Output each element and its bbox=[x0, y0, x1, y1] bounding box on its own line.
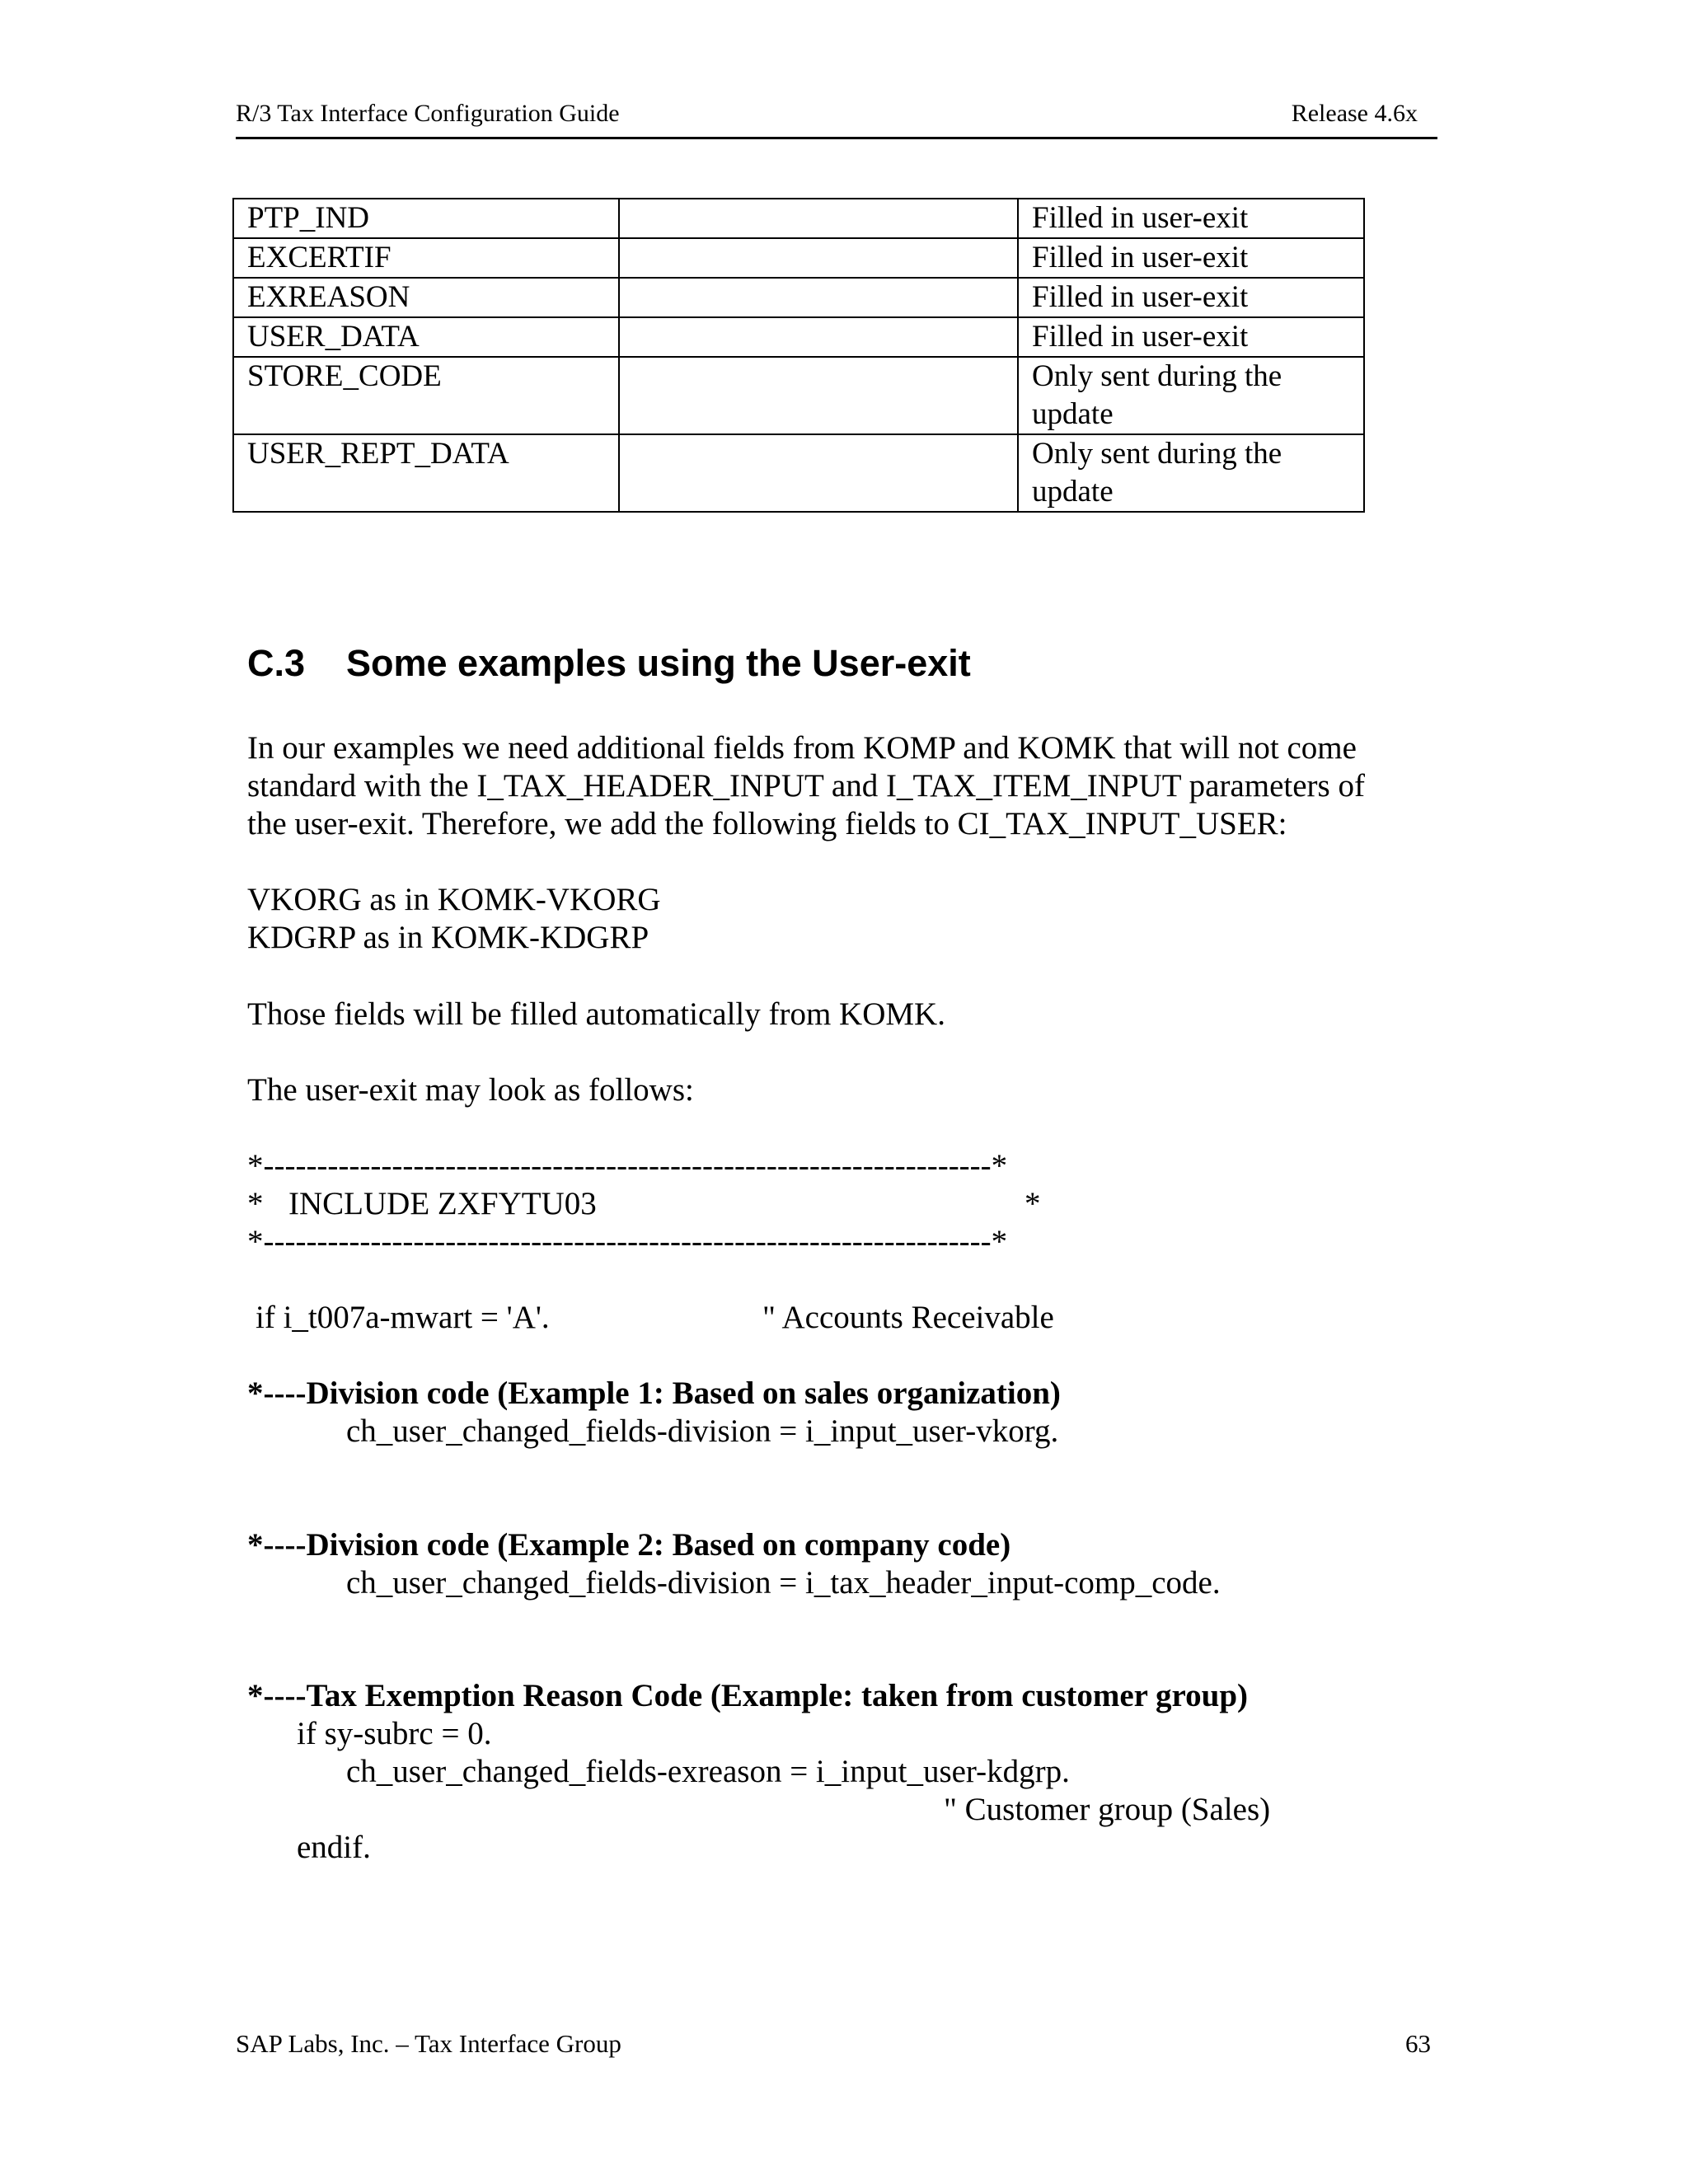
running-footer-company: SAP Labs, Inc. – Tax Interface Group bbox=[236, 2029, 621, 2058]
field-cell: STORE_CODE bbox=[233, 357, 619, 434]
value-cell bbox=[619, 238, 1018, 278]
table-row bbox=[233, 317, 1364, 357]
comment-cell: Only sent during the update bbox=[1018, 434, 1364, 512]
comment-cell: Filled in user-exit bbox=[1018, 199, 1364, 238]
running-header-release: Release 4.6x bbox=[1291, 100, 1418, 127]
code-comment-star: * bbox=[1025, 1186, 1041, 1221]
value-cell bbox=[619, 357, 1018, 434]
code-include-name: INCLUDE ZXFYTU03 bbox=[288, 1186, 597, 1221]
code-if-statement: if i_t007a-mwart = 'A'. bbox=[256, 1300, 550, 1335]
section-heading bbox=[247, 641, 971, 686]
code-inline-comment: " Customer group (Sales) bbox=[944, 1792, 1271, 1827]
section-title: Some examples using the User-exit bbox=[346, 642, 971, 684]
code-statement: ch_user_changed_fields-division = i_tax_header_input-comp_code. bbox=[346, 1565, 1221, 1601]
field-cell: PTP_IND bbox=[233, 199, 619, 238]
intro-line: the user-exit. Therefore, we add the following fields to CI_TAX_INPUT_USER: bbox=[247, 806, 1287, 841]
header-rule bbox=[236, 137, 1437, 139]
code-example-comment: *----Tax Exemption Reason Code (Example: taken from customer group) bbox=[247, 1678, 1249, 1713]
value-cell bbox=[619, 317, 1018, 357]
table-row bbox=[233, 357, 1364, 434]
field-cell: EXCERTIF bbox=[233, 238, 619, 278]
intro-line: standard with the I_TAX_HEADER_INPUT and I_TAX_ITEM_INPUT parameters of bbox=[247, 768, 1365, 804]
table-row bbox=[233, 434, 1364, 512]
comment-cell: Filled in user-exit bbox=[1018, 278, 1364, 317]
page-number: 63 bbox=[1405, 2029, 1431, 2058]
code-statement: ch_user_changed_fields-division = i_input_user-vkorg. bbox=[346, 1413, 1059, 1449]
code-example-comment: *----Division code (Example 1: Based on sales organization) bbox=[247, 1376, 1061, 1411]
field-definition: KDGRP as in KOMK-KDGRP bbox=[247, 920, 649, 955]
field-cell: USER_REPT_DATA bbox=[233, 434, 619, 512]
code-endif-statement: endif. bbox=[297, 1830, 371, 1865]
filled-note: Those fields will be filled automatically from KOMK. bbox=[247, 996, 945, 1032]
comment-cell: Only sent during the update bbox=[1018, 357, 1364, 434]
intro-line: In our examples we need additional fields from KOMP and KOMK that will not come bbox=[247, 730, 1357, 766]
comment-cell: Filled in user-exit bbox=[1018, 317, 1364, 357]
value-cell bbox=[619, 278, 1018, 317]
fields-table bbox=[232, 198, 1365, 513]
field-cell: USER_DATA bbox=[233, 317, 619, 357]
code-comment-rule: *--------------------------------------------------------------------* bbox=[247, 1148, 1008, 1183]
table-row bbox=[233, 199, 1364, 238]
section-number: C.3 bbox=[247, 642, 306, 684]
code-comment-rule: *--------------------------------------------------------------------* bbox=[247, 1224, 1008, 1259]
code-statement: ch_user_changed_fields-exreason = i_input_user-kdgrp. bbox=[346, 1754, 1070, 1789]
comment-cell: Filled in user-exit bbox=[1018, 238, 1364, 278]
lookup-note: The user-exit may look as follows: bbox=[247, 1072, 694, 1108]
code-if-statement: if sy-subrc = 0. bbox=[297, 1716, 492, 1751]
value-cell bbox=[619, 199, 1018, 238]
table-row bbox=[233, 278, 1364, 317]
field-cell: EXREASON bbox=[233, 278, 619, 317]
code-comment-star: * bbox=[247, 1186, 264, 1221]
table-row bbox=[233, 238, 1364, 278]
value-cell bbox=[619, 434, 1018, 512]
code-inline-comment: " Accounts Receivable bbox=[762, 1300, 1054, 1335]
field-definition: VKORG as in KOMK-VKORG bbox=[247, 882, 661, 917]
code-example-comment: *----Division code (Example 2: Based on company code) bbox=[247, 1527, 1011, 1563]
running-header-title: R/3 Tax Interface Configuration Guide bbox=[236, 100, 620, 127]
